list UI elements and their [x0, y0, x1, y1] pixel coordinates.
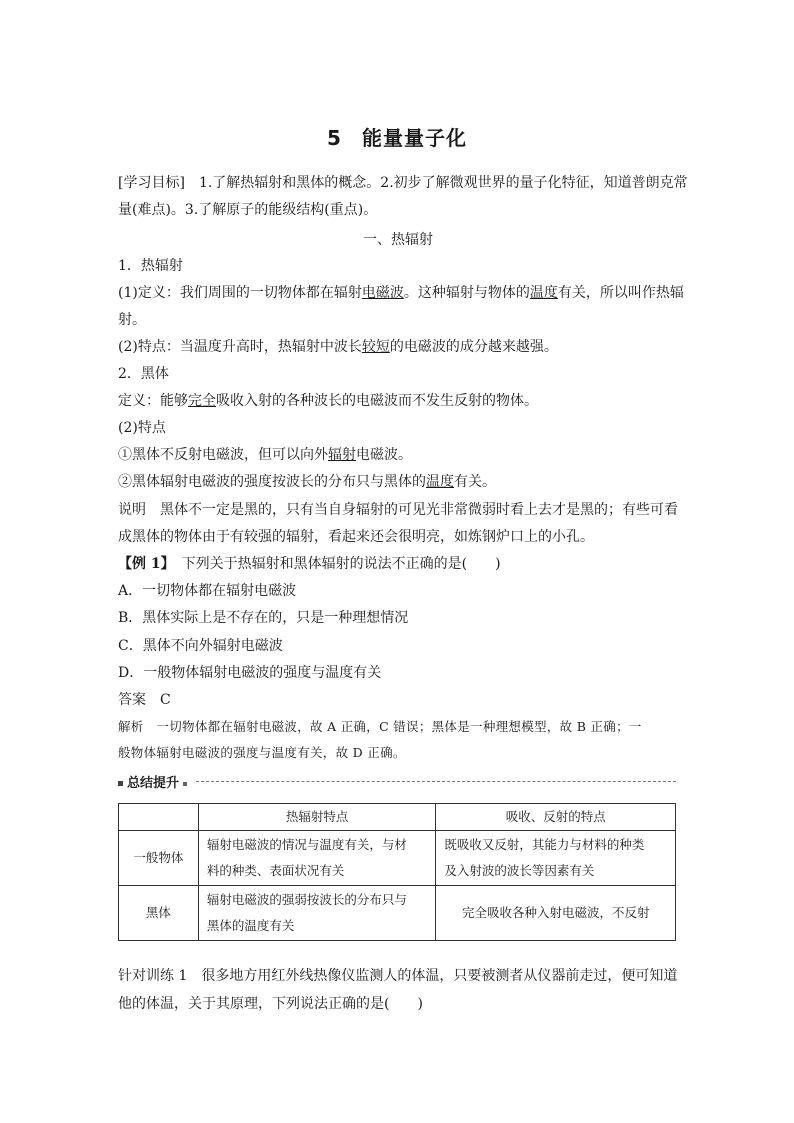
table-header-cell: [119, 804, 199, 831]
item-heading-blackbody: 2．黑体: [118, 366, 169, 382]
title-text: 能量量子化: [361, 126, 467, 150]
answer-label: 答案: [118, 692, 146, 708]
feature-point-1: ①黑体不反射电磁波，但可以向外辐射电磁波。: [118, 447, 412, 463]
definition-thermal-radiation: (1)定义：我们周围的一切物体都在辐射电磁波。这种辐射与物体的温度有关，所以叫作热辐: [118, 285, 684, 301]
training-line-2: 他的体温，关于其原理，下列说法正确的是( ): [118, 996, 423, 1012]
option-a: A．一切物体都在辐射电磁波: [118, 583, 297, 599]
table-header-cell: 热辐射特点: [198, 804, 436, 831]
example-label: 【例 1】: [118, 556, 168, 572]
square-bullet-icon: [183, 782, 187, 786]
table-cell: 辐射电磁波的情况与温度有关，与材 料的种类、表面状况有关: [198, 831, 436, 886]
note-line-1: 说明 黑体不一定是黑的，只有当自身辐射的可见光非常微弱时看上去才是黑的；有些可看: [118, 502, 678, 518]
training-line-1: 针对训练 1 很多地方用红外线热像仪监测人的体温，只要被测者从仪器前走过，便可知道: [118, 968, 678, 984]
item-heading-thermal-radiation: 1．热辐射: [118, 258, 183, 274]
example-question: 【例 1】 下列关于热辐射和黑体辐射的说法不正确的是( ): [118, 556, 501, 572]
analysis-line-2: 般物体辐射电磁波的强度与温度有关，故 D 正确。: [118, 745, 406, 760]
definition-blackbody: 定义：能够完全吸收入射的各种波长的电磁波而不发生反射的物体。: [118, 393, 538, 409]
table-row: [119, 831, 676, 886]
summary-table: [118, 803, 676, 941]
divider: [196, 781, 676, 782]
objectives-line-2: 量(难点)。3.了解原子的能级结构(重点)。: [118, 202, 378, 218]
feature-point-2: ②黑体辐射电磁波的强度按波长的分布只与黑体的温度有关。: [118, 474, 496, 490]
blank-answer: 较短: [361, 339, 390, 355]
feature-blackbody-heading: (2)特点: [118, 420, 166, 436]
table-cell: 黑体: [119, 886, 199, 941]
summary-title: 总结提升: [127, 776, 180, 791]
answer-value: C: [160, 692, 171, 708]
table-header-row: [119, 804, 676, 831]
blank-answer: 辐射: [328, 447, 356, 463]
table-cell: 辐射电磁波的强弱按波长的分布只与 黑体的温度有关: [198, 886, 436, 941]
table-cell: 完全吸收各种入射电磁波，不反射: [436, 886, 676, 941]
blank-answer: 电磁波: [361, 285, 404, 301]
definition-thermal-radiation-cont: 射。: [118, 312, 146, 328]
summary-header: [118, 772, 676, 792]
section-heading-thermal-radiation: 一、热辐射: [363, 232, 433, 248]
blank-answer: 完全: [188, 393, 216, 409]
note-line-2: 成黑体的物体由于有较强的辐射，看起来还会很明亮，如炼钢炉口上的小孔。: [118, 529, 594, 545]
table-cell: 既吸收又反射，其能力与材料的种类 及入射波的波长等因素有关: [436, 831, 676, 886]
analysis-line-1: 解析 一切物体都在辐射电磁波，故 A 正确，C 错误；黑体是一种理想模型，故 B 正确；一: [118, 719, 642, 734]
title-number: 5: [327, 126, 342, 150]
option-d: D．一般物体辐射电磁波的强度与温度有关: [118, 665, 382, 681]
analysis-label: 解析: [118, 719, 144, 734]
page-title: [0, 122, 794, 151]
table-cell: 一般物体: [119, 831, 199, 886]
objectives-label: [学习目标]: [118, 175, 185, 191]
blank-answer: 温度: [529, 285, 558, 301]
option-c: C．黑体不向外辐射电磁波: [118, 638, 283, 654]
objectives-line-1: [学习目标] 1.了解热辐射和黑体的概念。2.初步了解微观世界的量子化特征，知道普朗克常: [118, 175, 688, 191]
blank-answer: 温度: [426, 474, 454, 490]
answer: [118, 690, 678, 710]
square-bullet-icon: [118, 781, 123, 786]
feature-thermal-radiation: (2)特点：当温度升高时，热辐射中波长较短的电磁波的成分越来越强。: [118, 339, 558, 355]
note-label: 说明: [118, 502, 146, 518]
table-header-cell: 吸收、反射的特点: [436, 804, 676, 831]
option-b: B．黑体实际上是不存在的，只是一种理想情况: [118, 610, 409, 626]
table-row: [119, 886, 676, 941]
